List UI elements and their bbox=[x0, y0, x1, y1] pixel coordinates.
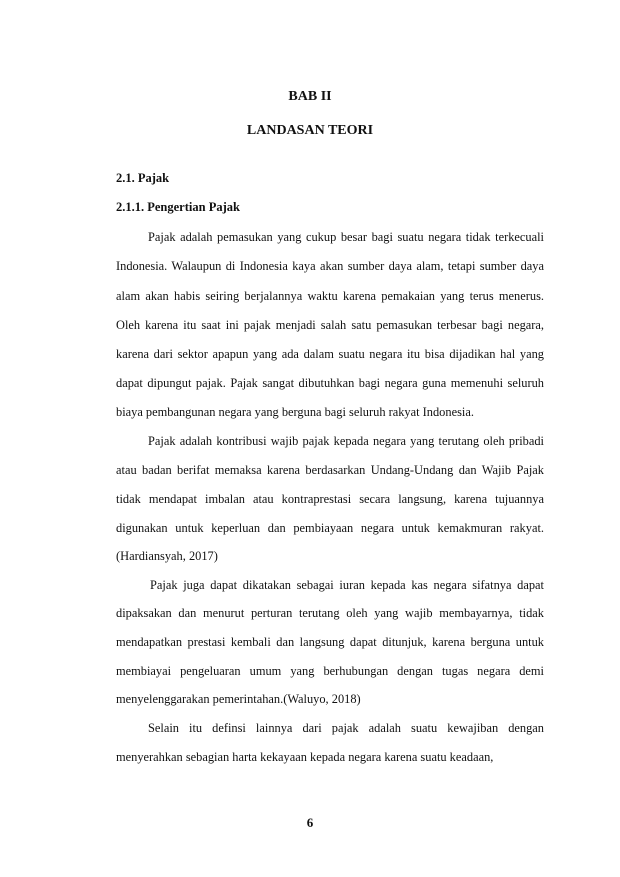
paragraph-line: Oleh karena itu saat ini pajak menjadi salah satu pemasukan terbesar bagi negara, bbox=[116, 318, 544, 332]
chapter-number: BAB II bbox=[288, 89, 332, 104]
paragraph-line: mendapatkan prestasi kembali dan langsung dapat ditunjuk, karena berguna untuk bbox=[116, 635, 544, 649]
paragraph-line: Pajak adalah pemasukan yang cukup besar bagi suatu negara tidak terkecuali bbox=[148, 230, 544, 244]
chapter-title: LANDASAN TEORI bbox=[246, 123, 374, 138]
subsection-heading: 2.1.1. Pengertian Pajak bbox=[116, 200, 240, 214]
paragraph-line: menyerahkan sebagian harta kekayaan kepada negara karena suatu keadaan, bbox=[116, 750, 494, 764]
paragraph-line: Pajak adalah kontribusi wajib pajak kepada negara yang terutang oleh pribadi bbox=[148, 434, 544, 448]
paragraph-line: digunakan untuk keperluan dan pembiayaan negara untuk kemakmuran rakyat. bbox=[116, 521, 544, 535]
paragraph-line: dapat dipungut pajak. Pajak sangat dibutuhkan bagi negara guna memenuhi seluruh bbox=[116, 376, 544, 390]
paragraph-line: Pajak juga dapat dikatakan sebagai iuran kepada kas negara sifatnya dapat bbox=[150, 578, 544, 592]
paragraph-line: karena dari sektor apapun yang ada dalam suatu negara itu bisa dijadikan hal yang bbox=[116, 347, 544, 361]
paragraph-line: dipaksakan dan menurut perturan terutang oleh yang wajib membayarnya, tidak bbox=[116, 606, 544, 620]
paragraph-line: (Hardiansyah, 2017) bbox=[116, 549, 218, 563]
paragraph-line: membiayai pengeluaran umum yang berhubungan dengan tugas negara demi bbox=[116, 664, 544, 678]
paragraph-line: alam akan habis seiring berjalannya waktu karena pemakaian yang terus menerus. bbox=[116, 289, 544, 303]
paragraph-line: biaya pembangunan negara yang berguna bagi seluruh rakyat Indonesia. bbox=[116, 405, 474, 419]
paragraph-line: Indonesia. Walaupun di Indonesia kaya akan sumber daya alam, tetapi sumber daya bbox=[116, 259, 544, 273]
paragraph-line: tidak mendapat imbalan atau kontraprestasi secara langsung, karena tujuannya bbox=[116, 492, 544, 506]
paragraph-line: menyelenggarakan pemerintahan.(Waluyo, 2018) bbox=[116, 692, 361, 706]
paragraph-line: atau badan berifat memaksa karena berdasarkan Undang-Undang dan Wajib Pajak bbox=[116, 463, 544, 477]
paragraph-line: Selain itu definsi lainnya dari pajak adalah suatu kewajiban dengan bbox=[148, 721, 544, 735]
section-heading: 2.1. Pajak bbox=[116, 171, 170, 185]
page-number: 6 bbox=[306, 815, 314, 830]
